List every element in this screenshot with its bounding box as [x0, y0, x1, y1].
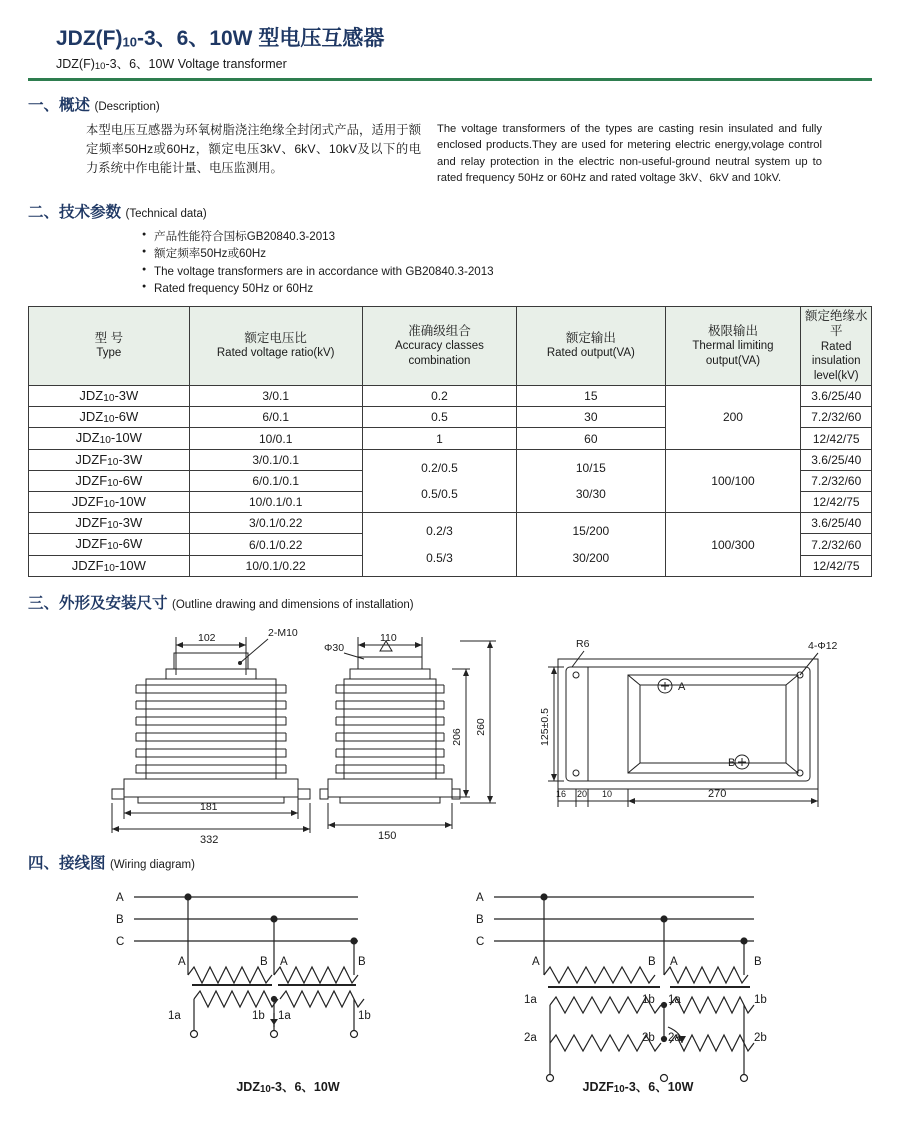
cell-output: 15/200 30/200	[517, 513, 665, 577]
coil-label-a1: A	[178, 955, 186, 968]
list-item: ● 额定频率50Hz或60Hz	[142, 245, 872, 262]
label-b: B	[728, 756, 736, 769]
caption-left: JDZ10-3、6、10W	[236, 1079, 340, 1095]
section-1-title-cn: 概述	[59, 97, 91, 115]
wiring-svg	[28, 879, 872, 1094]
dim-332: 332	[200, 833, 219, 846]
wire-label-b-r: B	[476, 913, 484, 926]
title-main-prefix: JDZ(F)	[56, 27, 123, 50]
section-heading-wiring	[28, 851, 872, 873]
sec1-label-1a2: 1a	[668, 993, 681, 1006]
cell-output: 15	[517, 386, 665, 407]
description-block	[86, 121, 872, 186]
top-view	[548, 651, 818, 807]
section-2-number: 二、	[28, 204, 60, 222]
cell-type: JDZ10-10W	[29, 428, 190, 449]
sec1-label-1b2: 1b	[754, 993, 767, 1006]
coil-label-a2-r: A	[670, 955, 678, 968]
dim-270: 270	[708, 787, 727, 800]
list-item: ● The voltage transformers are in accordance with GB20840.3-2013	[142, 263, 872, 280]
title-main-rest: -3、6、10W 型电压互感器	[136, 27, 385, 50]
dim-10: 10	[602, 788, 613, 799]
table-header-cell: 额定输出 Rated output(VA)	[517, 306, 665, 385]
coil-label-b2: B	[358, 955, 366, 968]
cell-ratio: 3/0.1	[189, 386, 362, 407]
cell-thermal: 100/100	[665, 449, 801, 513]
table-row	[29, 449, 872, 470]
side-view	[320, 637, 496, 829]
cell-accuracy: 0.2/3 0.5/3	[362, 513, 516, 577]
section-4-title-en: (Wiring diagram)	[109, 858, 195, 871]
title-en-prefix: JDZ(F)	[56, 57, 95, 71]
title-en-rest: -3、6、10W Voltage transformer	[105, 57, 287, 71]
cell-insulation: 7.2/32/60	[801, 470, 872, 491]
cell-ratio: 10/0.1	[189, 428, 362, 449]
table-row	[29, 513, 872, 534]
cell-ratio: 6/0.1	[189, 407, 362, 428]
wire-label-b: B	[116, 913, 124, 926]
cell-insulation: 3.6/25/40	[801, 449, 872, 470]
coil-label-b1-r: B	[648, 955, 656, 968]
sec2-label-2b2: 2b	[754, 1031, 767, 1044]
dim-110: 110	[380, 631, 397, 644]
section-heading-outline	[28, 591, 872, 613]
cell-insulation: 12/42/75	[801, 555, 872, 576]
dim-2m10: 2-M10	[268, 626, 298, 639]
dim-150: 150	[378, 829, 397, 842]
cell-type: JDZF10-3W	[29, 513, 190, 534]
sec2-label-2a2: 2a	[668, 1031, 681, 1044]
cell-insulation: 3.6/25/40	[801, 386, 872, 407]
sec1-label-1a: 1a	[524, 993, 537, 1006]
cell-insulation: 12/42/75	[801, 428, 872, 449]
wiring-diagrams	[28, 879, 872, 1129]
table-header-cell: 额定绝缘水平 Rated insulation level(kV)	[801, 306, 872, 385]
cell-output: 60	[517, 428, 665, 449]
sec-label-1b: 1b	[252, 1009, 265, 1022]
list-item: ● 产品性能符合国标GB20840.3-2013	[142, 228, 872, 245]
table-header-cell: 准确级组合 Accuracy classes combination	[362, 306, 516, 385]
label-a: A	[678, 680, 686, 693]
table-header-row	[29, 306, 872, 385]
coil-label-a1-r: A	[532, 955, 540, 968]
specification-table	[28, 306, 872, 577]
sec-label-1b2: 1b	[358, 1009, 371, 1022]
list-item: ● Rated frequency 50Hz or 60Hz	[142, 280, 872, 297]
cell-type: JDZF10-10W	[29, 555, 190, 576]
cell-insulation: 12/42/75	[801, 492, 872, 513]
dim-125: 125±0.5	[539, 707, 551, 746]
dim-4phi12: 4-Φ12	[808, 639, 838, 652]
cell-ratio: 3/0.1/0.1	[189, 449, 362, 470]
cell-insulation: 3.6/25/40	[801, 513, 872, 534]
wiring-right	[494, 894, 754, 1082]
cell-accuracy: 0.2/0.5 0.5/0.5	[362, 449, 516, 513]
cell-insulation: 7.2/32/60	[801, 534, 872, 555]
table-row	[29, 386, 872, 407]
cell-accuracy: 1	[362, 428, 516, 449]
dim-181: 181	[200, 800, 218, 813]
section-1-number: 一、	[28, 97, 60, 115]
cell-ratio: 10/0.1/0.22	[189, 555, 362, 576]
cell-type: JDZF10-3W	[29, 449, 190, 470]
wire-label-c-r: C	[476, 935, 485, 948]
section-heading-technical-data	[28, 200, 872, 222]
cell-output: 30	[517, 407, 665, 428]
dim-206: 206	[451, 728, 463, 746]
dim-16: 16	[556, 788, 567, 799]
section-1-title-en: (Description)	[94, 101, 160, 114]
wire-label-a: A	[116, 891, 124, 904]
table-header-cell: 型 号 Type	[29, 306, 190, 385]
section-3-title-en: (Outline drawing and dimensions of installation)	[171, 598, 414, 611]
title-en-sub: 10	[94, 61, 106, 73]
title-en	[56, 54, 872, 72]
dim-phi30: Φ30	[324, 641, 345, 654]
sec2-label-2a: 2a	[524, 1031, 537, 1044]
outline-drawings	[28, 619, 872, 851]
dim-102: 102	[198, 631, 216, 644]
title-main-sub: 10	[122, 34, 137, 50]
coil-label-b2-r: B	[754, 955, 762, 968]
cell-accuracy: 0.5	[362, 407, 516, 428]
section-4-title-cn: 接线图	[59, 854, 106, 872]
cell-type: JDZ10-3W	[29, 386, 190, 407]
description-cn: 本型电压互感器为环氧树脂浇注绝缘全封闭式产品，适用于额定频率50Hz或60Hz，额定电压3kV、6kV、10kV及以下的电力系统中作电能计量、电压监测用。	[86, 123, 421, 176]
dim-20: 20	[577, 788, 588, 799]
section-2-title-en: (Technical data)	[125, 208, 207, 221]
wire-label-a-r: A	[476, 891, 484, 904]
description-en: The voltage transformers of the types are casting resin insulated and fully enclosed products.They are used for metering electric energy,volage control and relay protection in the electric non-useful-ground neutral system up to rated frequency 50Hz or 60Hz and rated voltage 3kV、6kV and 10kV.	[437, 123, 822, 184]
sec2-label-2b: 2b	[642, 1031, 655, 1044]
cell-type: JDZF10-10W	[29, 492, 190, 513]
section-2-title-cn: 技术参数	[59, 204, 122, 222]
wire-label-c: C	[116, 935, 125, 948]
cell-type: JDZF10-6W	[29, 470, 190, 491]
document-title	[28, 22, 872, 72]
dim-r6: R6	[576, 637, 590, 650]
cell-ratio: 3/0.1/0.22	[189, 513, 362, 534]
cell-ratio: 6/0.1/0.22	[189, 534, 362, 555]
cell-output: 10/15 30/30	[517, 449, 665, 513]
sec1-label-1b: 1b	[642, 993, 655, 1006]
table-header-cell: 极限输出 Thermal limiting output(VA)	[665, 306, 801, 385]
cell-type: JDZF10-6W	[29, 534, 190, 555]
outline-drawing-svg	[28, 619, 872, 849]
cell-type: JDZ10-6W	[29, 407, 190, 428]
cell-ratio: 6/0.1/0.1	[189, 470, 362, 491]
table-header-cell: 额定电压比 Rated voltage ratio(kV)	[189, 306, 362, 385]
title-main	[56, 22, 872, 52]
section-4-number: 四、	[28, 854, 60, 872]
coil-label-b1: B	[260, 955, 268, 968]
cell-ratio: 10/0.1/0.1	[189, 492, 362, 513]
cell-accuracy: 0.2	[362, 386, 516, 407]
cell-thermal: 100/300	[665, 513, 801, 577]
header-divider	[28, 78, 872, 81]
section-3-number: 三、	[28, 594, 60, 612]
cell-thermal: 200	[665, 386, 801, 450]
technical-bullets	[102, 228, 872, 298]
section-heading-description	[28, 93, 872, 115]
sec-label-1a: 1a	[168, 1009, 181, 1022]
dim-260: 260	[475, 718, 487, 736]
section-3-title-cn: 外形及安装尺寸	[59, 594, 168, 612]
sec-label-1a2: 1a	[278, 1009, 291, 1022]
caption-right: JDZF10-3、6、10W	[582, 1079, 694, 1095]
cell-insulation: 7.2/32/60	[801, 407, 872, 428]
coil-label-a2: A	[280, 955, 288, 968]
